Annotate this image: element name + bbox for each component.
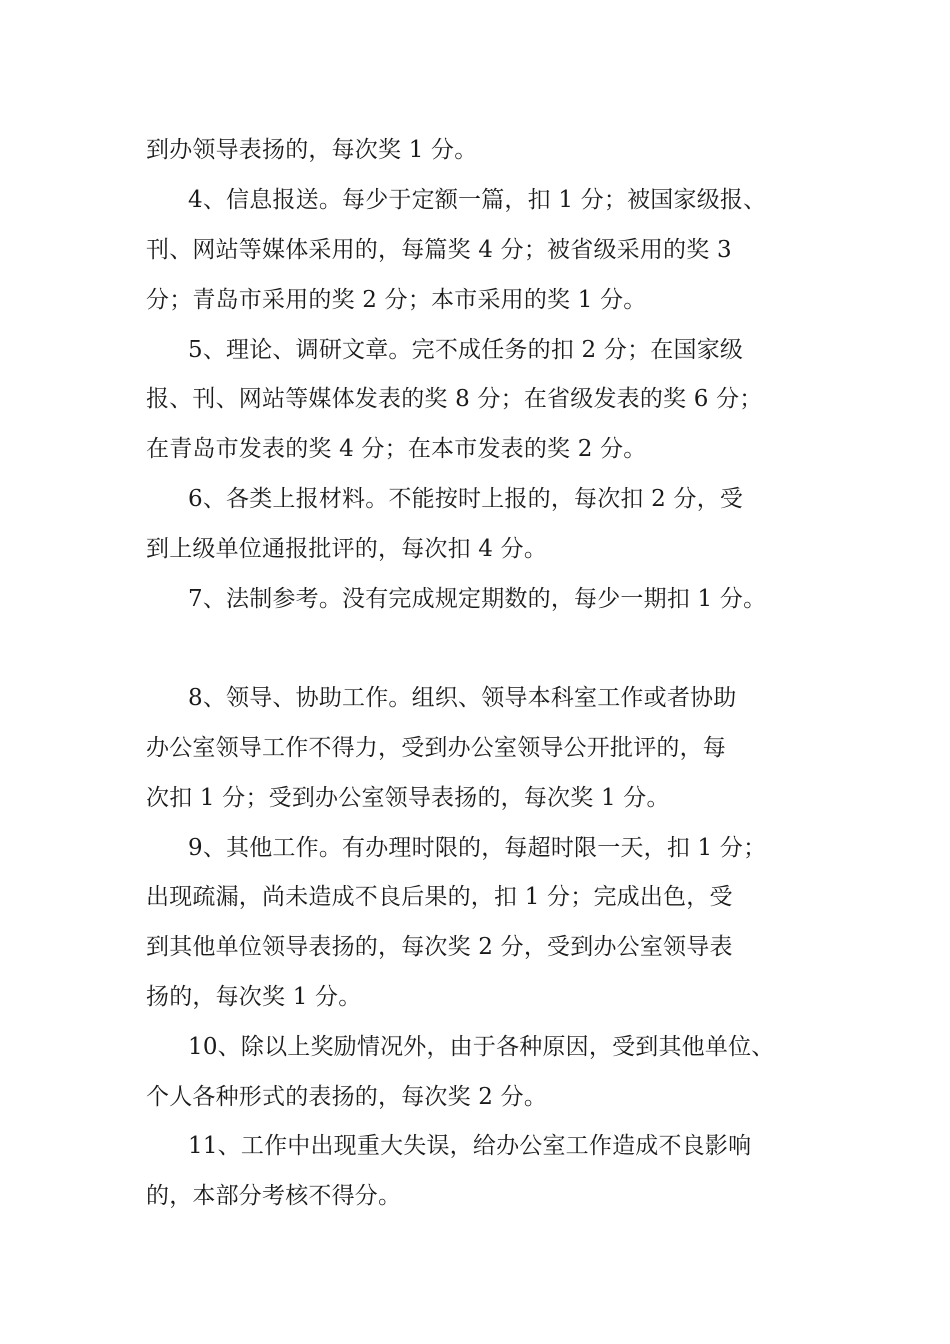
item-9-heading-line: 9、其他工作。有办理时限的，每超时限一天，扣 1 分；: [188, 835, 767, 861]
text-line: 到办领导表扬的，每次奖 1 分。: [146, 137, 478, 163]
text-line: 次扣 1 分；受到办公室领导表扬的，每次奖 1 分。: [146, 785, 670, 811]
text-line: 到上级单位通报批评的，每次扣 4 分。: [146, 536, 548, 562]
item-7-heading-line: 7、法制参考。没有完成规定期数的，每少一期扣 1 分。: [188, 586, 767, 612]
item-4-heading-line: 4、信息报送。每少于定额一篇，扣 1 分；被国家级报、: [188, 187, 767, 213]
item-11-heading-line: 11、工作中出现重大失误，给办公室工作造成不良影响: [188, 1133, 752, 1159]
text-line: 报、刊、网站等媒体发表的奖 8 分；在省级发表的奖 6 分；: [146, 386, 763, 412]
text-line: 刊、网站等媒体采用的，每篇奖 4 分；被省级采用的奖 3: [146, 237, 732, 263]
text-line: 个人各种形式的表扬的，每次奖 2 分。: [146, 1084, 548, 1110]
text-line: 到其他单位领导表扬的，每次奖 2 分，受到办公室领导表: [146, 934, 733, 960]
text-line: 扬的，每次奖 1 分。: [146, 984, 362, 1010]
text-line: 在青岛市发表的奖 4 分；在本市发表的奖 2 分。: [146, 436, 647, 462]
item-10-heading-line: 10、除以上奖励情况外，由于各种原因，受到其他单位、: [188, 1034, 775, 1060]
text-line: 出现疏漏，尚未造成不良后果的，扣 1 分；完成出色，受: [146, 884, 733, 910]
item-6-heading-line: 6、各类上报材料。不能按时上报的，每次扣 2 分，受: [188, 486, 744, 512]
item-5-heading-line: 5、理论、调研文章。完不成任务的扣 2 分；在国家级: [188, 337, 744, 363]
text-line: 分；青岛市采用的奖 2 分；本市采用的奖 1 分。: [146, 287, 647, 313]
text-line: 的，本部分考核不得分。: [146, 1183, 402, 1209]
text-line: 办公室领导工作不得力，受到办公室领导公开批评的，每: [146, 735, 726, 761]
item-8-heading-line: 8、领导、协助工作。组织、领导本科室工作或者协助: [188, 685, 737, 711]
